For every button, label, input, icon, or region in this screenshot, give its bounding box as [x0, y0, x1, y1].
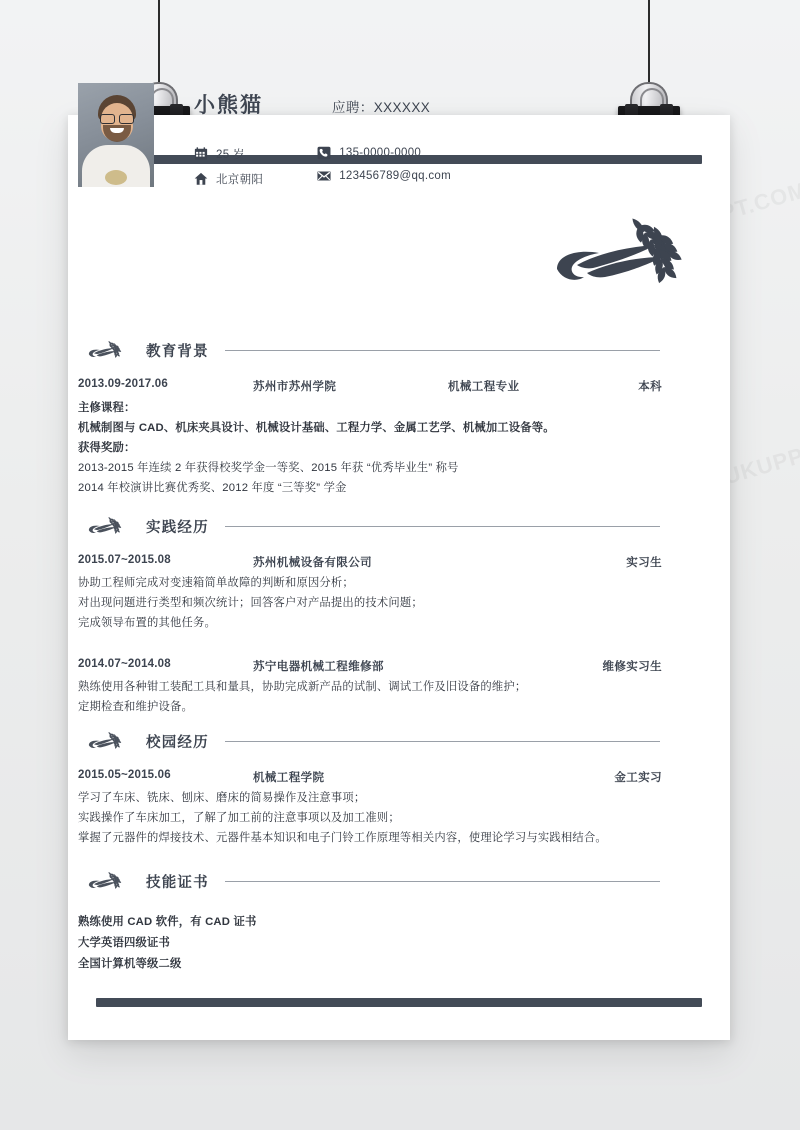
certificate-line: 熟练使用 CAD 软件，有 CAD 证书: [78, 916, 257, 928]
entry-date: 2015.05~2015.06: [78, 769, 171, 781]
detail-line: 学习了车床、铣床、刨床、磨床的简易操作及注意事项；: [78, 792, 366, 804]
entry-degree: 本科: [638, 381, 662, 393]
entry-major: 机械工程专业: [448, 381, 520, 393]
education-entry-row: [78, 378, 662, 394]
contact-block: [194, 146, 451, 187]
wheat-icon: [78, 337, 134, 363]
section-title: 校园经历: [146, 734, 209, 751]
section-title: 技能证书: [146, 874, 209, 891]
candidate-name: 小熊猫: [194, 94, 263, 117]
detail-line: 对出现问题进行类型和频次统计；回答客户对产品提出的技术问题；: [78, 597, 423, 609]
section-certificates: [78, 866, 662, 975]
glasses-icon: [100, 114, 134, 122]
entry-org: 苏州机械设备有限公司: [253, 557, 372, 569]
section-education: [78, 335, 662, 498]
entry-date: 2014.07~2014.08: [78, 658, 171, 670]
detail-line: 掌握了元器件的焊接技术、元器件基本知识和电子门铃工作原理等相关内容，使理论学习与实践相结合。: [78, 832, 607, 844]
wheat-icon: [78, 868, 134, 894]
contact-age: [194, 146, 263, 162]
contact-email: [317, 169, 451, 183]
photo-shirt-logo: [105, 170, 127, 185]
detail-line: 协助工程师完成对变速箱简单故障的判断和原因分析；: [78, 577, 354, 589]
section-header: [78, 335, 662, 365]
calendar-icon: [194, 147, 208, 161]
entry-org: 苏州市苏州学院: [253, 381, 337, 393]
string: [158, 0, 160, 86]
entry-date: 2015.07~2015.08: [78, 554, 171, 566]
practice-entry-row: [78, 554, 662, 570]
detail-line: 实践操作了车床加工，了解了加工前的注意事项以及加工准则；: [78, 812, 400, 824]
section-rule: [225, 350, 660, 351]
entry-org: 机械工程学院: [253, 772, 325, 784]
section-rule: [225, 881, 660, 882]
contact-column-right: [317, 146, 451, 187]
header-info: [194, 83, 451, 187]
string: [648, 0, 650, 86]
section-header: [78, 511, 662, 541]
practice-entry-row: [78, 658, 662, 674]
contact-location: [194, 171, 263, 187]
wheat-icon: [553, 203, 693, 303]
detail-line: 主修课程：: [78, 402, 136, 414]
entry-org: 苏宁电器机械工程维修部: [253, 661, 384, 673]
section-title: 教育背景: [146, 343, 209, 360]
phone-icon: [317, 146, 331, 160]
detail-line: 熟练使用各种钳工装配工具和量具，协助完成新产品的试制、调试工作及旧设备的维护；: [78, 681, 527, 693]
section-rule: [225, 526, 660, 527]
certificate-line: 全国计算机等级二级: [78, 958, 182, 970]
mail-icon: [317, 169, 331, 183]
entry-role: 金工实习: [614, 772, 662, 784]
wheat-icon: [78, 513, 134, 539]
section-campus: [78, 726, 662, 848]
entry-spacer: [78, 633, 662, 645]
profile-photo: [78, 83, 154, 187]
detail-line: 定期检查和维护设备。: [78, 701, 193, 713]
entry-role: 实习生: [626, 557, 662, 569]
contact-phone: [317, 146, 451, 160]
detail-line: 机械制图与 CAD、机床夹具设计、机械设计基础、工程力学、金属工艺学、机械加工设备等。: [78, 422, 555, 434]
contact-column-left: [194, 146, 263, 187]
wheat-icon: [78, 728, 134, 754]
section-rule: [225, 741, 660, 742]
contact-location-text: 北京朝阳: [216, 174, 264, 186]
apply-position: 应聘：XXXXXX: [332, 100, 431, 115]
campus-entry-row: [78, 769, 662, 785]
detail-line: 获得奖励：: [78, 442, 136, 454]
bottom-accent-bar: [96, 998, 702, 1007]
section-title: 实践经历: [146, 519, 209, 536]
detail-line: 完成领导布置的其他任务。: [78, 617, 216, 629]
detail-line: 2013-2015 年连续 2 年获得校奖学金一等奖、2015 年获 “优秀毕业生” 称号: [78, 462, 459, 474]
section-practice: [78, 511, 662, 717]
entry-date: 2013.09-2017.06: [78, 378, 168, 390]
resume-header: [78, 83, 598, 187]
contact-email-text: 123456789@qq.com: [339, 170, 451, 182]
contact-age-text: 25 岁: [216, 149, 245, 161]
section-header: [78, 866, 662, 896]
entry-role: 维修实习生: [602, 661, 662, 673]
detail-line: 2014 年校演讲比赛优秀奖、2012 年度 “三等奖” 学金: [78, 482, 347, 494]
contact-phone-text: 135-0000-0000: [339, 147, 422, 159]
certificate-line: 大学英语四级证书: [78, 937, 170, 949]
home-icon: [194, 172, 208, 186]
section-header: [78, 726, 662, 756]
